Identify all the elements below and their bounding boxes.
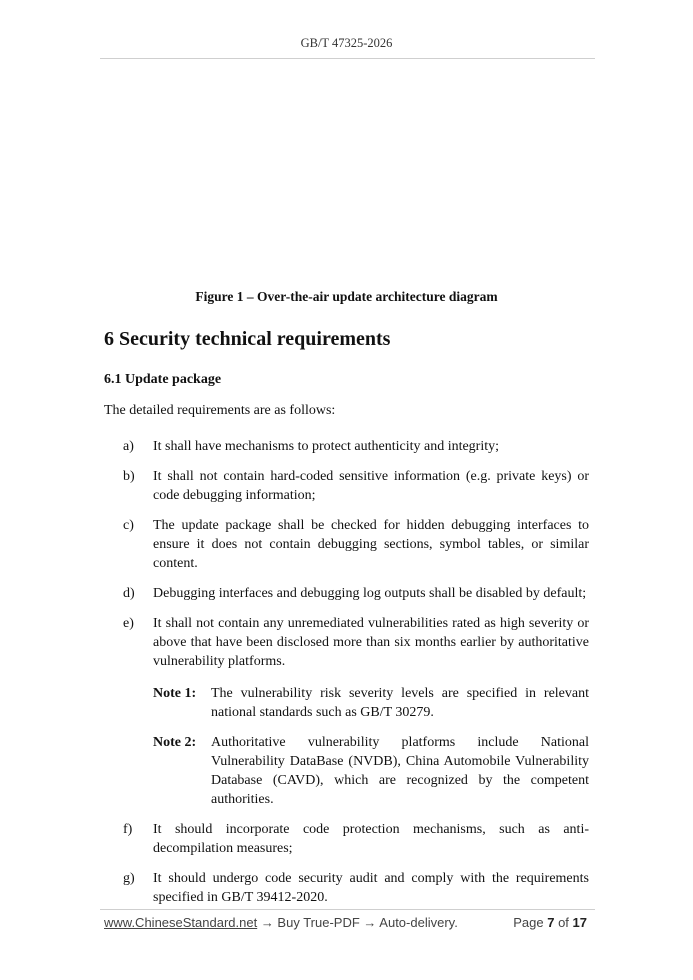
subsection-heading: 6.1 Update package [104,372,222,387]
page-label: Page [513,915,544,930]
list-marker: e) [123,616,134,631]
requirement-item-a [104,437,589,456]
list-marker: c) [123,518,134,533]
note-1 [153,684,589,722]
page-of: of [558,915,569,930]
page-total: 17 [572,915,587,930]
figure-caption: Figure 1 – Over-the-air update architecture diagram [195,289,498,304]
footer-tagline: → Buy True-PDF → Auto-delivery. [257,915,458,930]
list-marker: d) [123,586,135,601]
notes-block [153,684,589,809]
site-link[interactable]: www.ChineseStandard.net [104,915,258,930]
header-divider [100,58,595,59]
requirement-text: The update package shall be checked for hidden debugging interfaces to ensure it does not contain debugging sections, symbol tables, or similar content. [153,518,589,571]
requirement-text: It shall have mechanisms to protect authenticity and integrity; [153,439,500,454]
requirement-item-d [104,584,589,603]
page-header [0,36,693,51]
requirement-text: It should undergo code security audit and comply with the requirements specified in GB/T 39412-2020. [153,871,589,905]
page-current: 7 [547,915,555,930]
note-text: The vulnerability risk severity levels are specified in relevant national standards such as GB/T 30279. [211,686,589,720]
footer-divider [100,909,595,910]
requirement-text: It shall not contain hard-coded sensitive information (e.g. private keys) or code debugging information; [153,469,589,503]
note-2 [153,733,589,809]
requirement-item-c [104,516,589,573]
document-code: GB/T 47325-2026 [300,36,393,50]
footer-promo [104,915,458,930]
requirement-item-e [104,614,589,809]
note-label: Note 2: [153,735,197,750]
note-label: Note 1: [153,686,197,701]
requirement-item-b [104,467,589,505]
requirements-list [104,437,589,918]
requirement-item-f [104,820,589,858]
requirement-text: Debugging interfaces and debugging log outputs shall be disabled by default; [153,586,587,601]
list-marker: g) [123,871,135,886]
list-marker: b) [123,469,135,484]
intro-paragraph: The detailed requirements are as follows: [104,403,336,418]
requirement-text: It should incorporate code protection mechanisms, such as anti-decompilation measures; [153,822,589,856]
section-heading: 6 Security technical requirements [104,328,391,350]
list-marker: a) [123,439,134,454]
figure-area [104,70,589,280]
list-marker: f) [123,822,133,837]
page-number [513,915,587,930]
note-text: Authoritative vulnerability platforms include National Vulnerability DataBase (NVDB), China Automobile Vulnerability Database (CAVD), which are recognized by the competent authorities. [211,735,589,807]
requirement-item-g [104,869,589,907]
requirement-text: It shall not contain any unremediated vulnerabilities rated as high severity or above that have been disclosed more than six months earlier by authoritative vulnerability platforms. [153,616,589,669]
